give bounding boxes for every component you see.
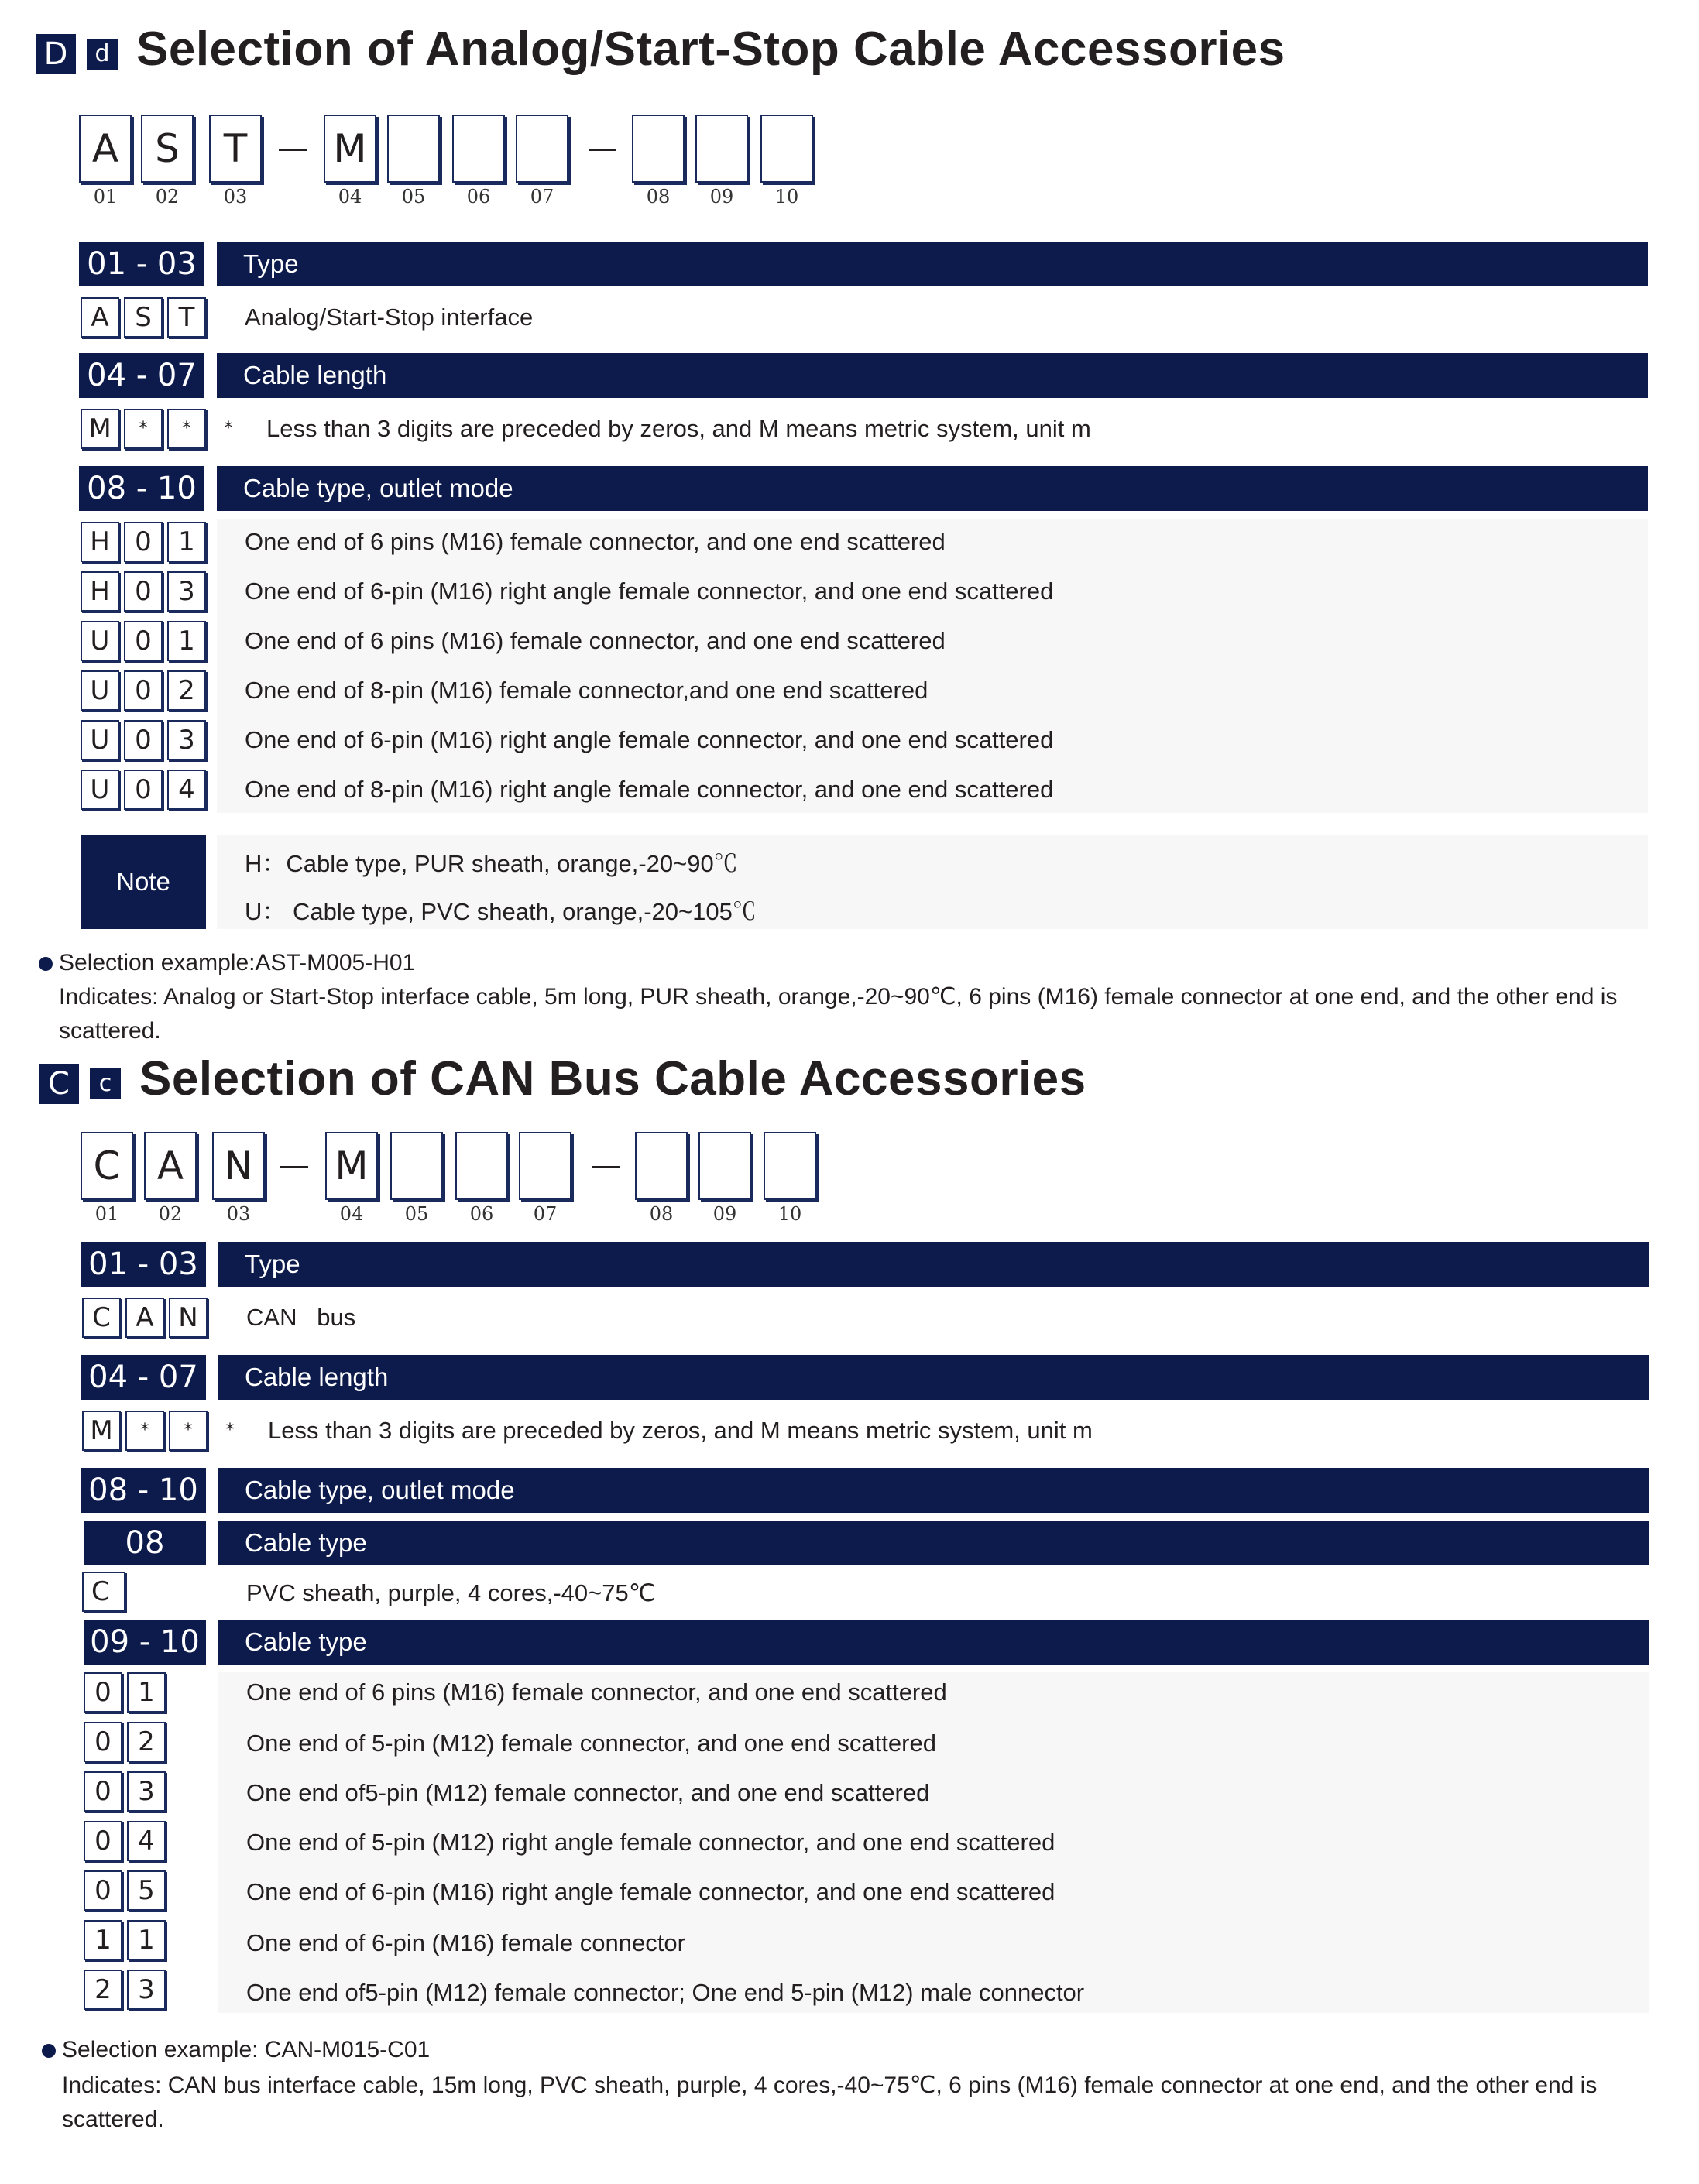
code-dash [592, 1166, 620, 1168]
type-box: A [81, 297, 119, 338]
cable-box: 2 [127, 1722, 166, 1762]
code-box-08 [635, 1132, 688, 1200]
cable-box: U [81, 720, 119, 760]
cable-text: One end of 6 pins (M16) female connector, and one end scattered [245, 627, 946, 654]
length-box: M [81, 409, 119, 449]
type-box: T [167, 297, 206, 338]
code-box-02: S [141, 115, 194, 183]
length-header: Cable length [218, 1355, 1649, 1400]
code-box-06 [452, 115, 505, 183]
code-num: 01 [94, 1203, 119, 1225]
code-num: 10 [774, 186, 799, 207]
code-box-07 [519, 1132, 571, 1200]
type-range: 01 - 03 [79, 242, 204, 286]
section-title: Selection of Analog/Start-Stop Cable Accessories [136, 22, 1285, 76]
length-text: Less than 3 digits are preceded by zeros, and M means metric system, unit m [266, 415, 1091, 442]
type-header: Type [218, 1242, 1649, 1287]
cable-box: 2 [84, 1970, 122, 2010]
code-box-02: A [144, 1132, 197, 1200]
code-num: 04 [338, 186, 362, 207]
cable-box: 0 [84, 1722, 122, 1762]
cable-text: One end of 6-pin (M16) right angle female connector, and one end scattered [245, 726, 1054, 753]
code-dash [279, 149, 307, 151]
cable-text: One end of5-pin (M12) female connector, and one end scattered [246, 1779, 930, 1806]
code-num: 05 [401, 186, 426, 207]
cable-text: One end of 8-pin (M16) female connector,and one end scattered [245, 677, 928, 704]
length-range: 04 - 07 [81, 1355, 206, 1400]
cable-header: Cable type, outlet mode [217, 466, 1648, 511]
cable-box: 0 [84, 1771, 122, 1812]
bullet-icon [42, 2044, 56, 2058]
cable-box: 1 [84, 1920, 122, 1960]
type-text: CAN bus [246, 1304, 356, 1331]
bullet-icon [39, 957, 53, 971]
code-num: 06 [469, 1203, 494, 1225]
section-badge-c: C [39, 1064, 79, 1104]
code-num: 04 [339, 1203, 364, 1225]
selection-example: Selection example: CAN-M015-C01 [62, 2037, 431, 2062]
cable-box: 1 [167, 621, 206, 661]
code-num: 05 [404, 1203, 429, 1225]
cable-box: 0 [124, 720, 163, 760]
cable-range: 08 - 10 [81, 1468, 206, 1513]
cable-box: 2 [167, 670, 206, 711]
code-num: 01 [93, 186, 118, 207]
code-box-06 [455, 1132, 508, 1200]
length-box: * [169, 1411, 208, 1451]
cable-text: One end of 6 pins (M16) female connector, and one end scattered [246, 1678, 947, 1706]
length-range: 04 - 07 [79, 353, 204, 398]
type-box: A [125, 1298, 164, 1338]
sub0910-range: 09 - 10 [84, 1620, 206, 1665]
cable-text: One end of5-pin (M12) female connector; One end 5-pin (M12) male connector [246, 1979, 1085, 2006]
cable-box: 3 [127, 1771, 166, 1812]
code-num: 02 [155, 186, 180, 207]
type-box: S [124, 297, 163, 338]
section-title: Selection of CAN Bus Cable Accessories [139, 1052, 1086, 1106]
note-line: H：Cable type, PUR sheath, orange,-20~90℃ [245, 850, 738, 877]
cable-box: 4 [127, 1821, 166, 1861]
cable-box: 0 [84, 1672, 122, 1713]
cable-text: One end of 6-pin (M16) right angle female connector, and one end scattered [246, 1878, 1055, 1905]
code-num: 09 [709, 186, 734, 207]
cable-text: One end of 6-pin (M16) female connector [246, 1929, 685, 1956]
code-num: 08 [646, 186, 671, 207]
cable-text: One end of 6-pin (M16) right angle female connector, and one end scattered [245, 578, 1054, 605]
code-box-04: M [325, 1132, 378, 1200]
cable-box: 0 [124, 770, 163, 810]
code-num: 09 [712, 1203, 737, 1225]
section-badge-c-small: c [90, 1068, 121, 1099]
code-box-07 [516, 115, 568, 183]
cable-box: 1 [127, 1672, 166, 1713]
length-box: * [211, 1411, 249, 1451]
length-header: Cable length [217, 353, 1648, 398]
section-badge-d: D [36, 34, 76, 74]
length-box: * [124, 409, 163, 449]
sub08-box: C [82, 1572, 125, 1612]
code-dash [280, 1166, 308, 1168]
cable-box: 0 [84, 1821, 122, 1861]
indicates-text: Indicates: Analog or Start-Stop interface cable, 5m long, PUR sheath, orange,-20~90℃, 6 pins (M16) female connector at one end, and the other end is scattered. [59, 984, 1618, 1044]
sub08-text: PVC sheath, purple, 4 cores,-40~75℃ [246, 1579, 656, 1606]
note-line: U： Cable type, PVC sheath, orange,-20~105℃ [245, 898, 757, 925]
cable-box: 0 [84, 1870, 122, 1911]
code-num: 10 [777, 1203, 802, 1225]
cable-box: 3 [167, 720, 206, 760]
length-box: * [209, 409, 248, 449]
cable-box: 0 [124, 621, 163, 661]
code-box-10 [764, 1132, 816, 1200]
cable-box: 5 [127, 1870, 166, 1911]
length-box: * [167, 409, 206, 449]
sub0910-header: Cable type [218, 1620, 1649, 1665]
type-header: Type [217, 242, 1648, 286]
cable-text: One end of 5-pin (M12) female connector, and one end scattered [246, 1730, 936, 1757]
code-num: 03 [226, 1203, 251, 1225]
code-box-09 [695, 115, 748, 183]
cable-rows-bg [217, 519, 1648, 813]
type-box: C [82, 1298, 121, 1338]
cable-text: One end of 8-pin (M16) right angle female connector, and one end scattered [245, 776, 1054, 803]
cable-text: One end of 6 pins (M16) female connector, and one end scattered [245, 528, 946, 555]
type-text: Analog/Start-Stop interface [245, 303, 534, 331]
cable-box: 0 [124, 670, 163, 711]
code-dash [589, 149, 616, 151]
cable-box: H [81, 522, 119, 562]
cable-box: 1 [167, 522, 206, 562]
selection-example: Selection example:AST-M005-H01 [59, 950, 416, 975]
code-box-04: M [324, 115, 376, 183]
length-box: * [125, 1411, 164, 1451]
cable-box: U [81, 670, 119, 711]
code-num: 06 [466, 186, 491, 207]
cable-box: 1 [127, 1920, 166, 1960]
length-text: Less than 3 digits are preceded by zeros, and M means metric system, unit m [268, 1417, 1093, 1444]
code-num: 02 [158, 1203, 183, 1225]
type-box: N [169, 1298, 208, 1338]
code-box-09 [698, 1132, 751, 1200]
code-num: 07 [530, 186, 554, 207]
code-box-10 [760, 115, 813, 183]
cable-box: 4 [167, 770, 206, 810]
cable-box: H [81, 571, 119, 612]
code-box-01: C [81, 1132, 133, 1200]
cable-box: U [81, 621, 119, 661]
cable-box: 0 [124, 522, 163, 562]
cable-text: One end of 5-pin (M12) right angle female connector, and one end scattered [246, 1829, 1055, 1856]
code-box-05 [390, 1132, 443, 1200]
indicates-text: Indicates: CAN bus interface cable, 15m long, PVC sheath, purple, 4 cores,-40~75℃, 6 pins (M16) female connector at one end, and the other end is scattered. [62, 2073, 1598, 2132]
note-label: Note [81, 835, 206, 929]
cable-range: 08 - 10 [79, 466, 204, 511]
sub08-range: 08 [84, 1521, 206, 1565]
code-box-01: A [79, 115, 132, 183]
code-box-08 [632, 115, 685, 183]
length-box: M [82, 1411, 121, 1451]
cable-box: 0 [124, 571, 163, 612]
code-box-05 [387, 115, 440, 183]
cable-box: 3 [167, 571, 206, 612]
cable-box: 3 [127, 1970, 166, 2010]
sub08-header: Cable type [218, 1521, 1649, 1565]
code-box-03: N [212, 1132, 265, 1200]
code-num: 08 [649, 1203, 674, 1225]
cable-header: Cable type, outlet mode [218, 1468, 1649, 1513]
section-badge-d-small: d [87, 39, 118, 70]
code-num: 07 [533, 1203, 558, 1225]
type-range: 01 - 03 [81, 1242, 206, 1287]
code-num: 03 [223, 186, 248, 207]
cable-box: U [81, 770, 119, 810]
code-box-03: T [209, 115, 262, 183]
